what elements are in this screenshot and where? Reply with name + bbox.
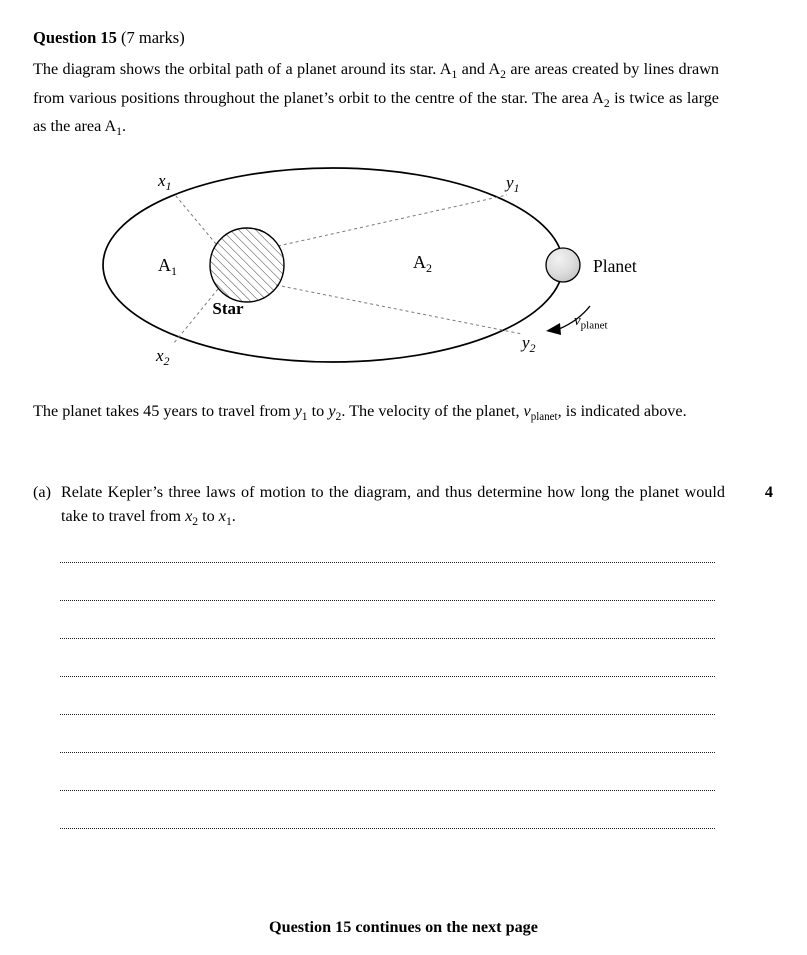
question-label: Question 15 [33, 28, 117, 47]
label-x1: $x_1$ [158, 171, 172, 193]
part-a-marks: 4 [764, 483, 773, 501]
label-star: Star [212, 299, 244, 318]
answer-lines-area[interactable] [60, 554, 715, 858]
label-velocity: $v_{planet}$ [574, 313, 608, 332]
answer-line[interactable] [60, 820, 715, 858]
question-marks-note: (7 marks) [121, 28, 185, 47]
travel-time-paragraph: The planet takes 45 years to travel from $y_1$ to $y_2$. The velocity of the planet, $v_{planet}$, is indicated above. [33, 402, 687, 424]
part-a-letter: (a) [33, 483, 51, 501]
answer-line[interactable] [60, 592, 715, 630]
label-area-2: $A_2$ [413, 252, 432, 275]
orbit-diagram [90, 158, 670, 373]
answer-line[interactable] [60, 668, 715, 706]
page-footer-note: Question 15 continues on the next page [269, 918, 538, 936]
dashed-line-star-y1 [278, 195, 507, 246]
question-heading [33, 28, 185, 48]
answer-line[interactable] [60, 554, 715, 592]
part-a [33, 481, 773, 533]
label-x2: $x_2$ [156, 346, 170, 368]
velocity-arrowhead [546, 323, 561, 335]
dashed-line-star-y2 [276, 285, 522, 334]
label-planet: Planet [593, 256, 637, 276]
question-intro-paragraph: The diagram shows the orbital path of a planet around its star. $A_1$ and $A_2$ are areas created by lines drawn from various positions throughout the planet’s orbit to the centre of the star. The area $A_2$ is twice as large as the area $A_1$. [33, 60, 719, 139]
label-y1: $y_1$ [506, 173, 520, 195]
answer-line[interactable] [60, 630, 715, 668]
dashed-line-star-x1 [176, 196, 216, 244]
answer-line[interactable] [60, 706, 715, 744]
answer-line[interactable] [60, 744, 715, 782]
label-y2: $y_2$ [522, 333, 536, 355]
label-area-1: $A_1$ [158, 255, 177, 278]
planet-circle [546, 248, 580, 282]
star-circle [210, 228, 284, 302]
dashed-line-star-x2 [174, 289, 218, 343]
answer-line[interactable] [60, 782, 715, 820]
part-a-text: Relate Kepler’s three laws of motion to the diagram, and thus determine how long the planet would take to travel from $x_2$ to $x_1$. [61, 483, 725, 528]
